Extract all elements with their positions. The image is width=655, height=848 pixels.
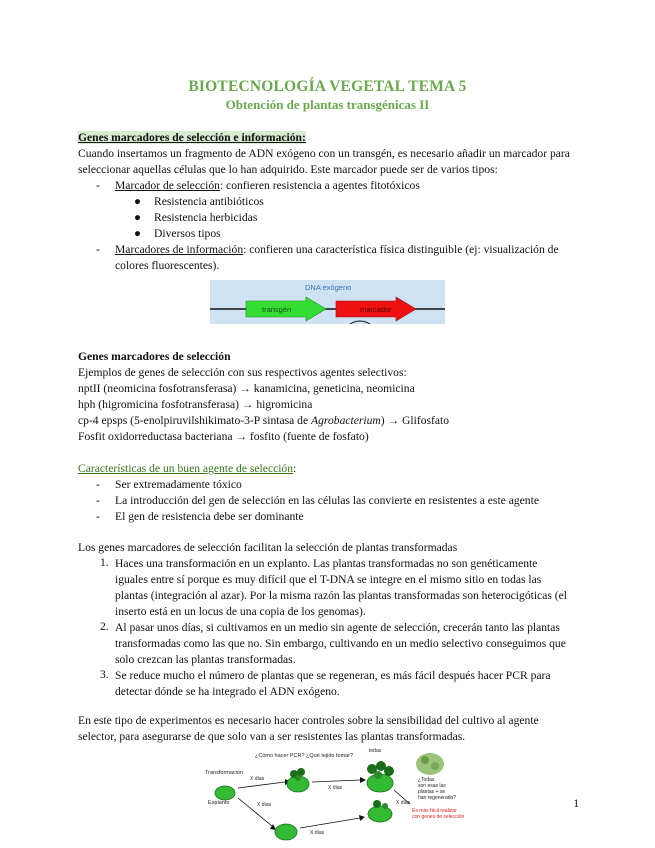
days-label: X días <box>328 785 343 791</box>
list-item-informacion-cont: colores fluorescentes). <box>115 259 220 272</box>
arrow-line <box>238 782 285 788</box>
days-label: X días <box>250 776 265 782</box>
plant-cluster <box>384 766 394 776</box>
arrow-head <box>359 815 365 821</box>
numbered-paragraph-line: transformadas como las que no. Sin embargo, cultivando en un medio selectivo conseguimos que <box>115 637 566 650</box>
arrow-line <box>300 818 360 828</box>
plant-cluster <box>297 768 305 776</box>
page-number: 1 <box>573 797 579 810</box>
days-label: X días <box>310 830 325 836</box>
dish-selective <box>275 824 297 840</box>
dash-marker: - <box>96 179 100 192</box>
dash-marker: - <box>96 510 100 523</box>
right-question-line: plantas + se <box>418 789 446 795</box>
section4-intro: Los genes marcadores de selección facilitan la selección de plantas transformadas <box>78 541 458 554</box>
dash-marker: - <box>96 494 100 507</box>
section3-heading: Características de un buen agente de selección: <box>78 462 297 475</box>
numbered-paragraph-line: iguales entre sí porque es muy difícil que el T-DNA se integre en el mismo sitio en todas las <box>115 573 542 586</box>
red-note-line: Es más fácil realizar <box>412 808 457 814</box>
section2-intro: Ejemplos de genes de selección con sus respectivos agentes selectivos: <box>78 366 407 379</box>
list-number: 3. <box>100 668 109 681</box>
plant-cluster <box>373 800 381 808</box>
example-fosfit: Fosfit oxidorreductasa bacteriana → fosfito (fuente de fosfato) <box>78 430 369 443</box>
numbered-paragraph-line: detectar dónde se ha integrado el ADN exógeno. <box>115 685 340 698</box>
explanto-dish <box>215 786 235 800</box>
numbered-paragraph-line: Se reduce mucho el número de plantas que se regeneran, es más fácil después hacer PCR para <box>115 669 551 682</box>
example-cp4epsps: cp-4 epsps (5-enolpiruvilshikimato-3-P sintasa de Agrobacterium) → Glifosfato <box>78 414 450 427</box>
dna-construct-diagram <box>210 280 445 324</box>
agent-property-item: Ser extremadamente tóxico <box>115 478 242 491</box>
section1-intro-line2: seleccionar aquellas células que lo han adquirido. Este marcador puede ser de varios tipos: <box>78 163 498 176</box>
example-nptii: nptII (neomicina fosfotransferasa) → kanamicina, geneticina, neomicina <box>78 382 415 395</box>
example-hph: hph (higromicina fosfotransferasa) → higromicina <box>78 398 313 411</box>
transgen-label: transgén <box>262 305 292 314</box>
list-number: 1. <box>100 556 109 569</box>
red-note-line: con genes de selección <box>412 814 465 820</box>
todas-label: todas <box>369 748 382 754</box>
dish-selected <box>368 806 392 822</box>
document-title: BIOTECNOLOGÍA VEGETAL TEMA 5 <box>188 78 467 95</box>
bullet-icon: ● <box>134 211 142 224</box>
bullet-icon: ● <box>134 227 142 240</box>
sub-list-item: Resistencia antibióticos <box>154 195 264 208</box>
plant-photo-detail <box>421 756 429 764</box>
dash-marker: - <box>96 478 100 491</box>
transformacion-label: Transformación <box>205 770 244 776</box>
plant-cluster <box>374 771 382 779</box>
days-label: X días <box>257 802 272 808</box>
numbered-paragraph-line: Haces una transformación en un explanto. Las plantas transformadas no son genéticamente <box>115 557 538 570</box>
sub-list-item: Diversos tipos <box>154 227 221 240</box>
section1-intro-line1: Cuando insertamos un fragmento de ADN exógeno con un transgén, es necesario añadir un marcador para <box>78 147 570 160</box>
document-subtitle: Obtención de plantas transgénicas II <box>225 97 430 112</box>
arrow-line <box>312 780 360 782</box>
plant-photo-detail <box>431 762 439 770</box>
plant-cluster <box>382 803 388 809</box>
list-number: 2. <box>100 620 109 633</box>
numbered-paragraph-line: Al pasar unos días, si cultivamos en un medio sin agente de selección, crecerán tanto las plantas <box>115 621 560 634</box>
list-item-informacion: Marcadores de información: confieren una característica física distinguible (ej: visualización de <box>115 243 559 256</box>
agent-property-item: El gen de resistencia debe ser dominante <box>115 510 304 523</box>
dna-label: DNA exógeno <box>305 283 352 292</box>
dash-marker: - <box>96 243 100 256</box>
right-question-line: son esas las <box>418 783 446 789</box>
marcador-label: marcador <box>360 305 392 314</box>
selection-experiment-diagram <box>200 748 470 848</box>
section-heading-markers: Genes marcadores de selección e información: <box>78 131 306 144</box>
section2-heading: Genes marcadores de selección <box>78 350 231 363</box>
bullet-icon: ● <box>134 195 142 208</box>
right-question-line: han regenerado? <box>418 795 457 801</box>
plant-photo <box>416 753 444 775</box>
explanto-label: Explanto <box>208 800 230 806</box>
numbered-paragraph-line: plantas (integración al azar). Por la misma razón las plantas transformadas son heterocigóticas (el <box>115 589 567 602</box>
right-question-line: ¿Todas <box>418 777 435 783</box>
pcr-question: ¿Cómo hacer PCR? ¿Qué tejido tomar? <box>255 753 354 759</box>
numbered-paragraph-line: solo crezcan las plantas transformadas. <box>115 653 296 666</box>
list-item-seleccion: Marcador de selección: confieren resistencia a agentes fitotóxicos <box>115 179 420 192</box>
agent-property-item: La introducción del gen de selección en las células las convierte en resistentes a este agente <box>115 494 539 507</box>
sub-list-item: Resistencia herbicidas <box>154 211 258 224</box>
days-label: X días <box>396 800 411 806</box>
numbered-paragraph-line: inserto está en un locus de una copia de los genomas). <box>115 605 366 618</box>
plant-cluster <box>295 775 301 781</box>
closing-line2: selector, para asegurarse de que solo van a ser resistentes las plantas transformadas. <box>78 730 466 743</box>
arrow-head <box>360 777 366 783</box>
closing-line1: En este tipo de experimentos es necesario hacer controles sobre la sensibilidad del cultivo al agente <box>78 714 539 727</box>
